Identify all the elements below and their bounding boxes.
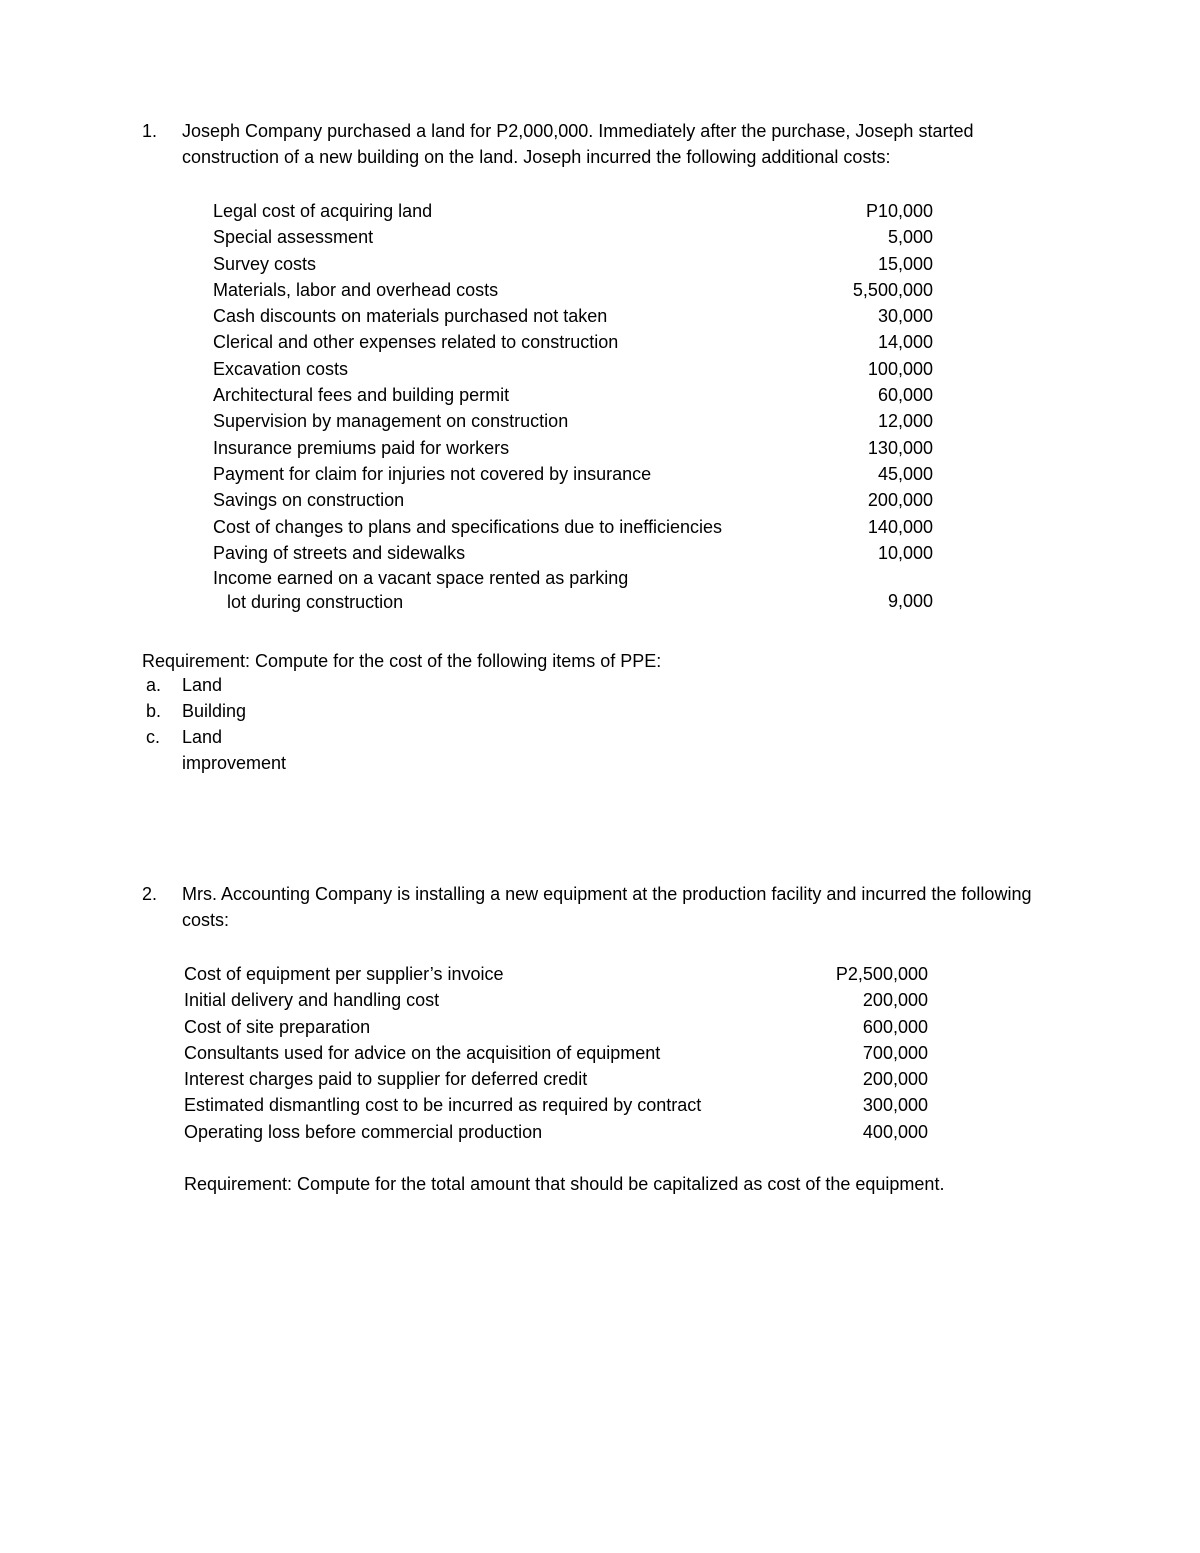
cost-label (213, 566, 733, 614)
cost-row (184, 1092, 928, 1118)
problem-2-cost-table (184, 961, 928, 1145)
cost-row (213, 540, 933, 566)
cost-label: Initial delivery and handling cost (184, 990, 440, 1011)
cost-row (213, 251, 933, 277)
cost-row (213, 198, 933, 224)
cost-amount: 15,000 (877, 253, 933, 274)
cost-row (184, 987, 928, 1013)
cost-row (213, 303, 933, 329)
cost-label: Savings on construction (213, 490, 405, 511)
cost-amount: 600,000 (862, 1016, 928, 1037)
cost-label: Excavation costs (213, 358, 349, 379)
cost-label: Consultants used for advice on the acquisition of equipment (184, 1042, 661, 1063)
cost-amount: P10,000 (865, 201, 933, 221)
cost-label-line-1: Income earned on a vacant space rented as parking (213, 568, 629, 589)
cost-label: Payment for claim for injuries not covered by insurance (213, 463, 652, 484)
cost-row (184, 1014, 928, 1040)
cost-row (213, 356, 933, 382)
cost-label: Insurance premiums paid for workers (213, 437, 510, 458)
cost-amount: 300,000 (862, 1095, 928, 1116)
cost-amount: 700,000 (862, 1042, 928, 1063)
cost-row (213, 408, 933, 434)
problem-2-number: 2. (142, 884, 158, 904)
problem-2-intro: Mrs. Accounting Company is installing a new equipment at the production facility and incurred the following costs: (182, 884, 1032, 930)
cost-amount: 30,000 (877, 306, 933, 327)
problem-1 (142, 118, 1062, 170)
cost-row (184, 1040, 928, 1066)
list-item-text: Building (182, 701, 247, 721)
cost-amount: P2,500,000 (835, 964, 928, 984)
cost-row (213, 382, 933, 408)
cost-row (184, 961, 928, 987)
cost-amount: 9,000 (887, 591, 933, 612)
problem-1-intro: Joseph Company purchased a land for P2,000,000. Immediately after the purchase, Joseph started construction of a new building on the land. Joseph incurred the following additional costs: (182, 121, 974, 167)
cost-label: Cost of equipment per supplier’s invoice (184, 964, 504, 984)
cost-amount: 200,000 (867, 490, 933, 511)
cost-amount: 45,000 (877, 463, 933, 484)
cost-amount: 400,000 (862, 1121, 928, 1142)
problem-1-cost-table (213, 198, 933, 616)
cost-amount: 12,000 (877, 411, 933, 432)
cost-row (184, 1119, 928, 1145)
cost-amount: 200,000 (862, 990, 928, 1011)
cost-amount: 200,000 (862, 1069, 928, 1090)
cost-row (213, 277, 933, 303)
cost-label: Legal cost of acquiring land (213, 201, 433, 221)
list-item-text: Land improvement (182, 727, 287, 773)
cost-label: Estimated dismantling cost to be incurred as required by contract (184, 1095, 702, 1116)
cost-label: Cash discounts on materials purchased not taken (213, 306, 608, 327)
cost-row (213, 461, 933, 487)
cost-row (213, 566, 933, 616)
problem-2-requirement: Requirement: Compute for the total amount that should be capitalized as cost of the equipment. (184, 1174, 945, 1194)
cost-amount: 5,500,000 (852, 279, 933, 300)
cost-label-line-2: lot during construction (227, 592, 404, 613)
cost-amount: 14,000 (877, 332, 933, 353)
problem-2 (142, 881, 1062, 933)
cost-label: Materials, labor and overhead costs (213, 279, 499, 300)
cost-row (213, 435, 933, 461)
cost-label: Architectural fees and building permit (213, 385, 510, 406)
cost-label: Cost of changes to plans and specifications due to inefficiencies (213, 516, 722, 537)
cost-amount: 100,000 (867, 358, 933, 379)
cost-label: Special assessment (213, 227, 374, 248)
cost-amount: 5,000 (887, 227, 933, 248)
cost-row (184, 1066, 928, 1092)
cost-row (213, 487, 933, 513)
list-item-letter: a. (146, 675, 162, 695)
cost-label: Supervision by management on construction (213, 411, 569, 432)
cost-row (213, 514, 933, 540)
problem-1-requirement: Requirement: Compute for the cost of the following items of PPE: (142, 651, 662, 671)
cost-label: Paving of streets and sidewalks (213, 542, 466, 563)
cost-label: Operating loss before commercial production (184, 1121, 543, 1142)
list-item-letter: c. (146, 727, 161, 747)
cost-amount: 140,000 (867, 516, 933, 537)
list-item-text: Land (182, 675, 223, 695)
cost-row (213, 224, 933, 250)
cost-label: Interest charges paid to supplier for deferred credit (184, 1069, 588, 1090)
cost-label: Clerical and other expenses related to construction (213, 332, 619, 353)
list-item-letter: b. (146, 701, 162, 721)
cost-amount: 130,000 (867, 437, 933, 458)
cost-amount: 60,000 (877, 385, 933, 406)
cost-label: Cost of site preparation (184, 1016, 371, 1037)
problem-1-number: 1. (142, 121, 158, 141)
cost-row (213, 329, 933, 355)
cost-amount: 10,000 (877, 542, 933, 563)
cost-label: Survey costs (213, 253, 317, 274)
